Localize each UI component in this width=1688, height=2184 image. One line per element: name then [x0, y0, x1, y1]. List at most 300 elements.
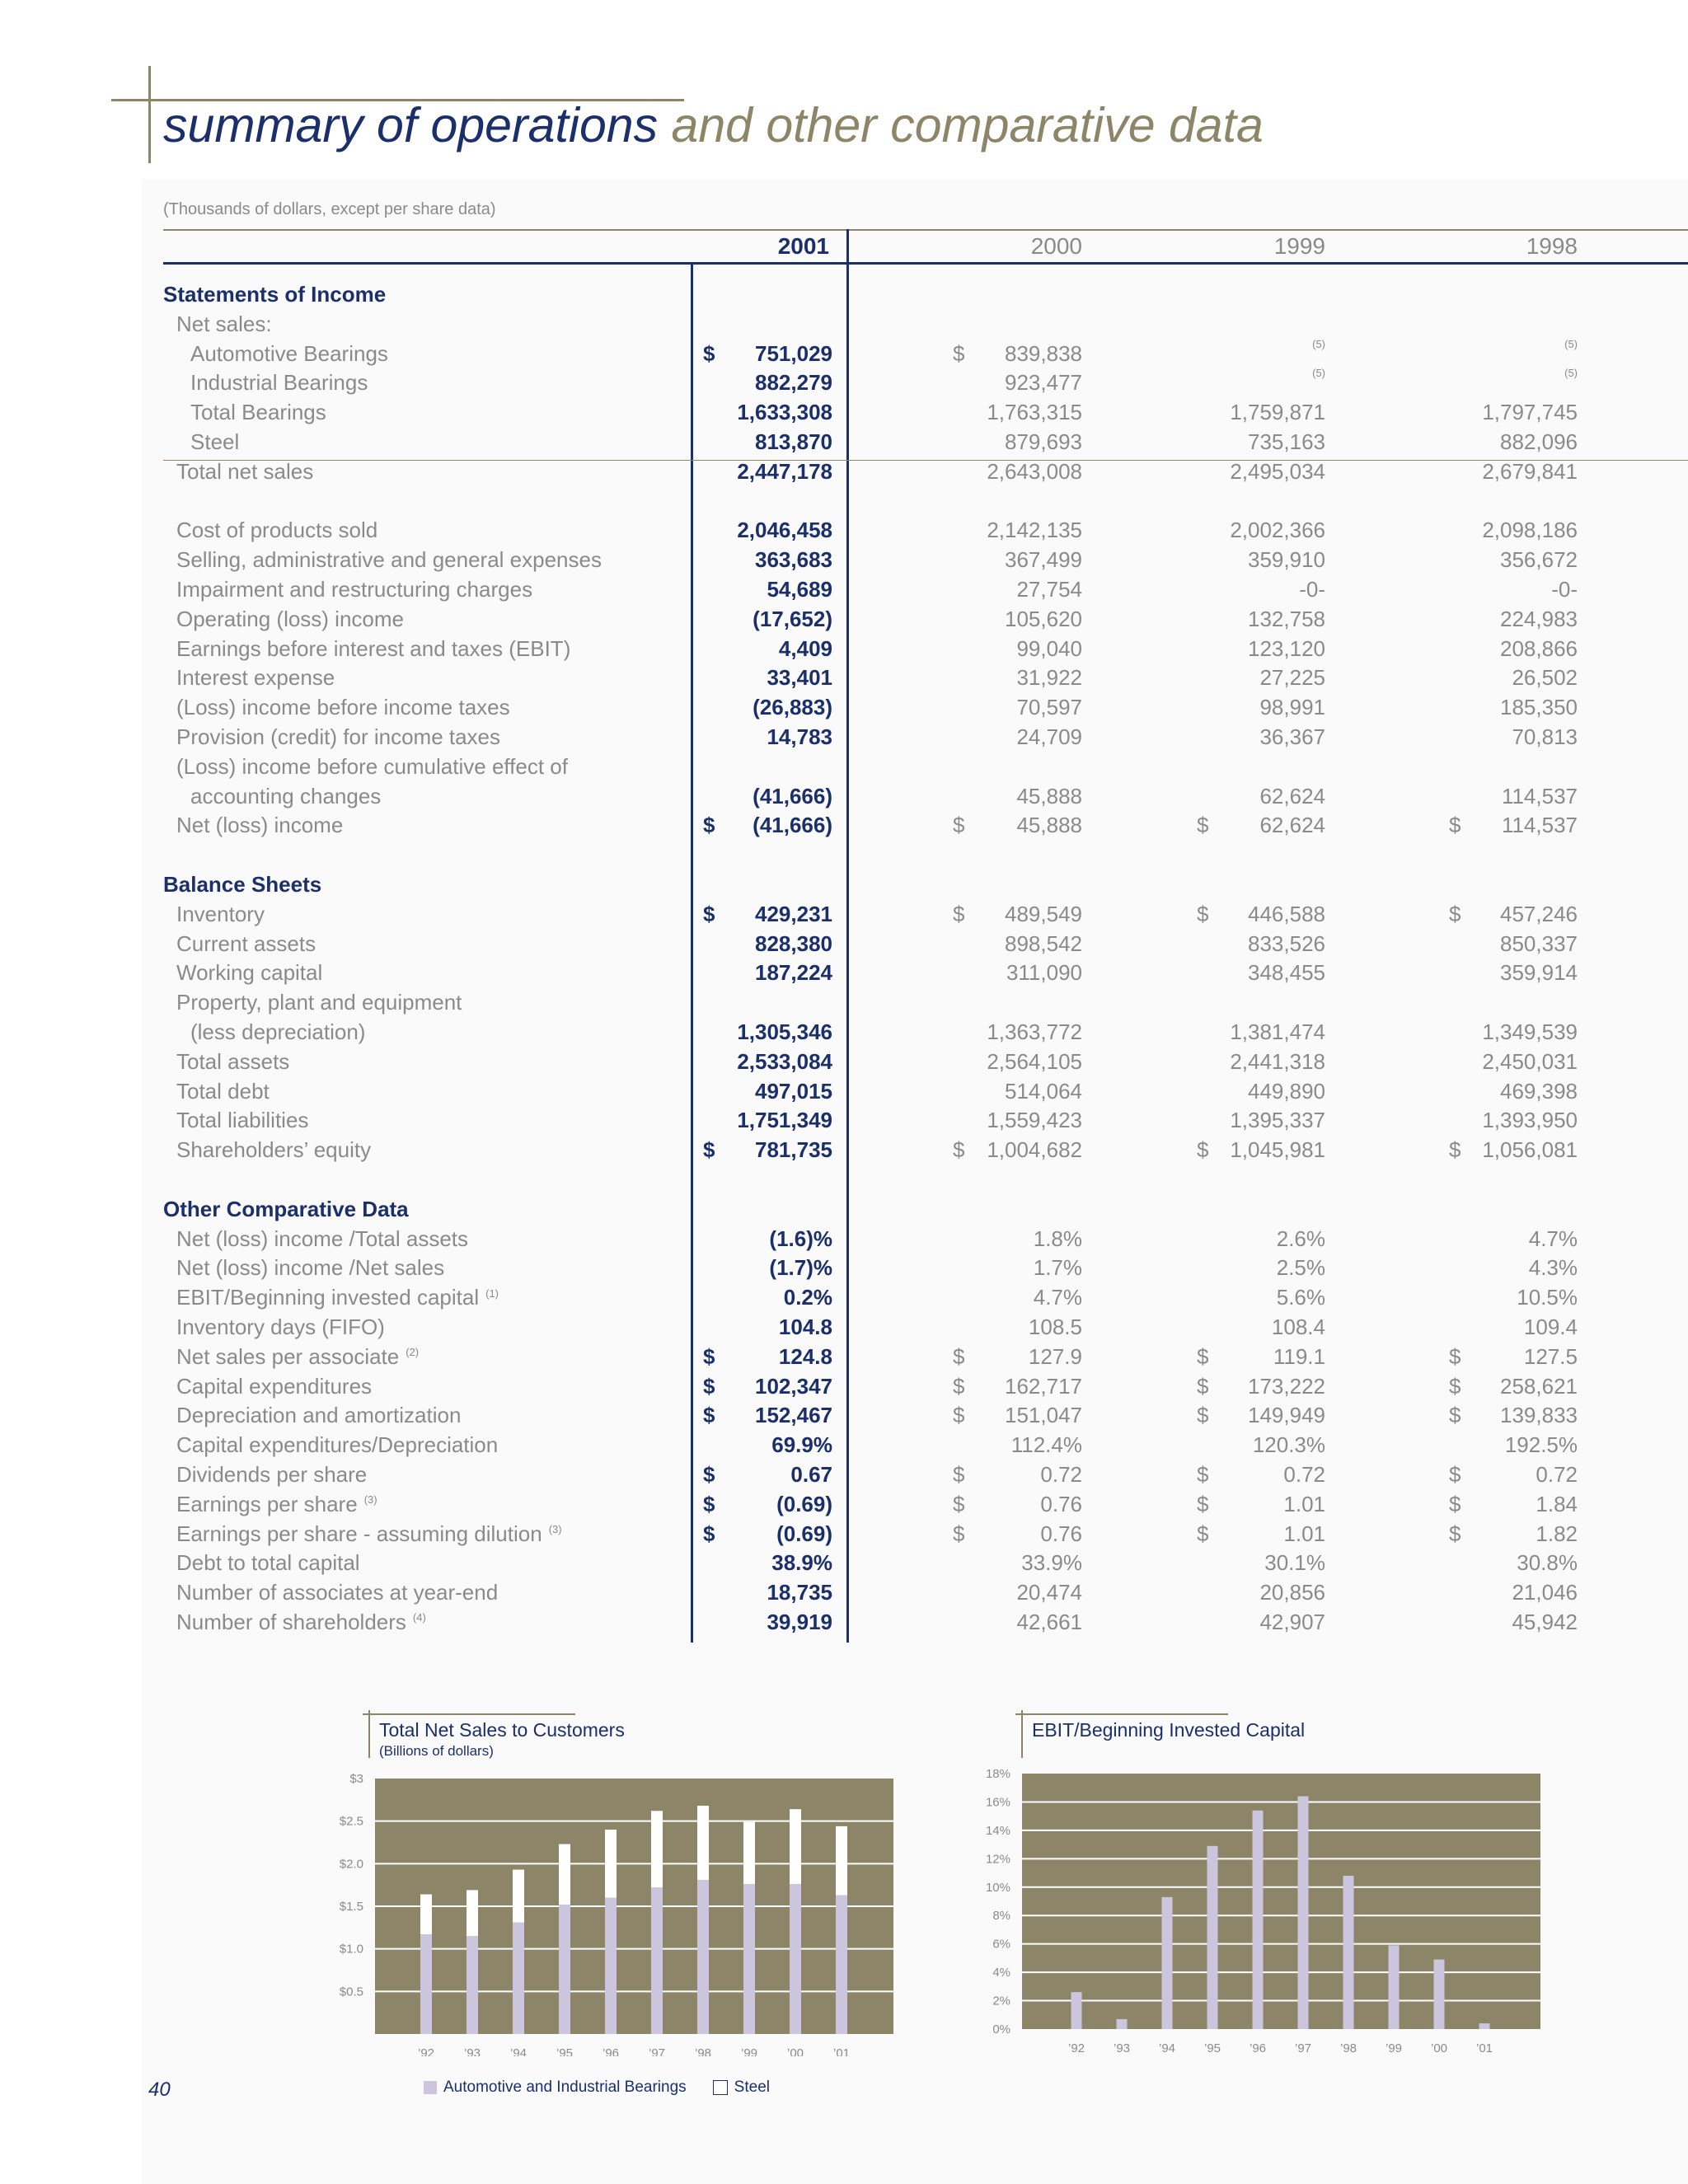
title-block — [0, 0, 1264, 218]
cell-2001: 102,347 — [755, 1373, 832, 1399]
year-header-1999: 1999 — [1273, 233, 1325, 259]
header-top-rule — [163, 229, 1688, 231]
cell-2001: 187,224 — [755, 960, 832, 986]
cell-2001: (0.69) — [776, 1491, 832, 1516]
cell-2001: 54,689 — [767, 577, 832, 602]
cell-1998: 2,679,841 — [1482, 458, 1578, 484]
currency-symbol: $ — [703, 901, 715, 926]
currency-symbol: $ — [953, 1491, 965, 1516]
row-label — [176, 459, 313, 485]
cell-2001: 781,735 — [755, 1137, 832, 1163]
table-row — [0, 400, 1688, 429]
row-label — [176, 754, 568, 780]
header-bottom-rule — [163, 262, 1688, 265]
row-label — [190, 784, 381, 809]
row-label-text: EBIT/Beginning invested capital — [176, 1285, 480, 1310]
row-label — [190, 400, 326, 425]
row-label-text: Selling, administrative and general expenses — [176, 547, 602, 573]
cell-1999: 2,441,318 — [1230, 1048, 1325, 1074]
table-row — [0, 1019, 1688, 1049]
footnote-marker: (4) — [412, 1611, 426, 1624]
x-tick-label: ’98 — [694, 2046, 712, 2056]
currency-symbol: $ — [953, 1137, 965, 1163]
row-label — [176, 1344, 419, 1370]
table-row — [0, 902, 1688, 931]
row-label — [176, 724, 500, 750]
cell-1998: 139,833 — [1500, 1403, 1578, 1428]
currency-symbol: $ — [953, 1462, 965, 1487]
table-row — [0, 990, 1688, 1019]
row-label — [176, 695, 510, 720]
chart-svg — [964, 1694, 1558, 2056]
cell-1999: 0.72 — [1283, 1462, 1325, 1487]
y-tick-label: 12% — [985, 1852, 1010, 1867]
row-label-text: Steel — [190, 429, 240, 454]
y-tick-label: 4% — [992, 1966, 1010, 1980]
row-label-text: Balance Sheets — [163, 872, 322, 897]
cell-footnote: (5) — [1312, 367, 1325, 380]
cell-2000: 24,709 — [1016, 724, 1082, 749]
cell-1999: 108.4 — [1271, 1315, 1325, 1339]
row-label — [176, 1255, 444, 1281]
bar-primary — [513, 1923, 524, 2034]
cell-1998: 1.84 — [1536, 1491, 1578, 1516]
currency-symbol: $ — [953, 340, 965, 366]
y-tick-label: 14% — [985, 1823, 1010, 1838]
cell-2000: 311,090 — [1006, 960, 1082, 986]
cell-1998: 114,537 — [1501, 813, 1578, 838]
row-label-text: Total net sales — [176, 458, 314, 484]
row-label-text: Total debt — [176, 1078, 270, 1104]
table-row — [0, 1550, 1688, 1580]
section-heading-row — [0, 1197, 1688, 1226]
table-row — [0, 1432, 1688, 1462]
year-header-1998: 1998 — [1526, 233, 1578, 259]
bar-secondary — [467, 1890, 478, 1936]
cell-1998: 45,942 — [1512, 1610, 1578, 1634]
cell-2001: 363,683 — [755, 547, 832, 573]
cell-2000: 489,549 — [1005, 901, 1082, 926]
row-label-text: Net sales per associate — [176, 1343, 400, 1369]
row-label-text: Shareholders’ equity — [176, 1137, 372, 1163]
legend-swatch-bearings — [424, 2081, 437, 2094]
cell-2000: 1,763,315 — [987, 400, 1082, 425]
x-tick-label: ’00 — [786, 2046, 804, 2056]
cell-2000: 4.7% — [1033, 1285, 1082, 1310]
cell-2001: (0.69) — [776, 1521, 832, 1546]
table-row — [0, 1255, 1688, 1285]
bar-primary — [420, 1934, 432, 2034]
currency-symbol: $ — [953, 1373, 965, 1399]
table-row — [0, 607, 1688, 636]
ebit-chart — [964, 1694, 1558, 2056]
x-tick-label: ’95 — [1203, 2041, 1221, 2055]
units-note: (Thousands of dollars, except per share data) — [163, 200, 496, 218]
cell-2001: 69.9% — [771, 1432, 832, 1458]
row-label-text: Dividends per share — [176, 1462, 368, 1487]
cell-1999: 132,758 — [1248, 606, 1325, 631]
row-label — [176, 518, 377, 543]
table-row — [0, 1226, 1688, 1256]
cell-1999: 120.3% — [1252, 1432, 1325, 1458]
table-row — [0, 1344, 1688, 1374]
cell-2001: 429,231 — [755, 901, 832, 926]
table-row — [0, 1374, 1688, 1404]
row-label — [176, 665, 335, 691]
cell-2000: 1,363,772 — [987, 1019, 1082, 1044]
row-label-text: Debt to total capital — [176, 1550, 360, 1576]
row-label-text: (Loss) income before cumulative effect of — [176, 753, 568, 779]
row-label-text: Statements of Income — [163, 282, 387, 307]
cell-1999: 173,222 — [1248, 1373, 1325, 1399]
table-row — [0, 367, 1688, 400]
cell-2001: 828,380 — [755, 930, 832, 956]
cell-2000: 2,142,135 — [987, 518, 1082, 543]
cell-2000: 42,661 — [1016, 1610, 1082, 1634]
row-label — [176, 1432, 498, 1458]
cell-1998: 21,046 — [1512, 1580, 1578, 1605]
currency-symbol: $ — [1197, 1403, 1209, 1428]
net-sales-chart — [313, 1694, 907, 2056]
cell-1998: 1,797,745 — [1482, 400, 1578, 425]
bar-primary — [697, 1880, 709, 2034]
cell-2001: (1.6)% — [769, 1226, 832, 1251]
currency-symbol: $ — [703, 1403, 715, 1428]
cell-1998: 1,349,539 — [1482, 1019, 1578, 1044]
table-row — [0, 1285, 1688, 1315]
cell-2001: 124.8 — [778, 1343, 832, 1369]
currency-symbol: $ — [1197, 901, 1209, 926]
currency-symbol: $ — [703, 1137, 715, 1163]
cell-2000: 112.4% — [1010, 1432, 1082, 1458]
x-tick-label: ’94 — [1158, 2041, 1176, 2055]
cell-1999: 1.01 — [1283, 1521, 1325, 1546]
row-label — [176, 1108, 308, 1133]
row-label-text: Capital expenditures — [176, 1373, 373, 1399]
row-label-text: Current assets — [176, 930, 316, 956]
row-label-text: Total liabilities — [176, 1108, 309, 1133]
cell-2000: 839,838 — [1005, 340, 1082, 366]
cell-1999: 62,624 — [1259, 813, 1325, 838]
x-tick-label: ’01 — [1475, 2041, 1493, 2055]
row-label — [176, 931, 316, 957]
currency-symbol: $ — [1449, 1137, 1461, 1163]
y-tick-label: $1.0 — [339, 1942, 363, 1957]
section-heading — [163, 282, 386, 307]
cell-2000: 0.76 — [1040, 1491, 1082, 1516]
section-heading — [163, 1197, 409, 1222]
cell-1999: 119.1 — [1273, 1343, 1325, 1369]
bar-primary — [790, 1884, 801, 2034]
bar-primary — [1343, 1876, 1354, 2029]
cell-2000: 70,597 — [1016, 695, 1082, 720]
bar-secondary — [513, 1870, 524, 1923]
currency-symbol: $ — [953, 1343, 965, 1369]
currency-symbol: $ — [703, 1462, 715, 1487]
y-tick-label: $1.5 — [339, 1900, 363, 1914]
row-label-text: Impairment and restructuring charges — [176, 577, 533, 602]
row-label-text: Automotive Bearings — [190, 340, 388, 366]
table-row — [0, 813, 1688, 842]
currency-symbol: $ — [703, 1521, 715, 1546]
cell-1999: 2.5% — [1276, 1255, 1325, 1281]
plot-background — [1022, 1774, 1540, 2029]
row-label — [176, 607, 404, 632]
bar-secondary — [605, 1830, 617, 1898]
table-row — [0, 577, 1688, 607]
row-label-text: Provision (credit) for income taxes — [176, 724, 501, 749]
row-label — [190, 370, 368, 396]
cell-1998: 26,502 — [1512, 665, 1578, 691]
currency-symbol: $ — [1449, 1521, 1461, 1546]
table-row — [0, 459, 1688, 489]
cell-1998: 127.5 — [1523, 1343, 1578, 1369]
x-tick-label: ’01 — [832, 2046, 851, 2056]
table-row — [0, 1137, 1688, 1167]
cell-2000: 2,564,105 — [987, 1048, 1082, 1074]
cell-1999: 1,395,337 — [1230, 1108, 1325, 1133]
cell-1999: 449,890 — [1248, 1078, 1325, 1104]
x-tick-label: ’92 — [417, 2046, 435, 2056]
cell-2000: 898,542 — [1005, 930, 1082, 956]
currency-symbol: $ — [953, 813, 965, 838]
cell-2001: 2,447,178 — [737, 458, 832, 484]
cell-1998: 0.72 — [1536, 1462, 1578, 1487]
x-tick-label: ’97 — [648, 2046, 666, 2056]
y-tick-label: 0% — [992, 2022, 1010, 2036]
cell-1998: 192.5% — [1504, 1432, 1578, 1458]
table-row — [0, 754, 1688, 784]
cell-1998: 4.7% — [1528, 1226, 1578, 1251]
row-label-text: Net sales: — [176, 311, 272, 336]
cell-2000: 1.7% — [1033, 1255, 1082, 1281]
page-number: 40 — [148, 2079, 171, 2101]
x-tick-label: ’96 — [602, 2046, 620, 2056]
currency-symbol: $ — [1197, 1462, 1209, 1487]
row-label-text: Earnings before interest and taxes (EBIT) — [176, 635, 571, 661]
cell-footnote: (5) — [1312, 337, 1325, 350]
bar-primary — [1434, 1960, 1445, 2029]
currency-symbol: $ — [1449, 1403, 1461, 1428]
cell-2001: 1,751,349 — [737, 1108, 832, 1133]
cell-2001: 813,870 — [755, 429, 832, 454]
cell-2001: 39,919 — [767, 1610, 832, 1634]
page-title — [163, 97, 1264, 153]
cell-2000: 31,922 — [1016, 665, 1082, 691]
row-label-text: Inventory days (FIFO) — [176, 1315, 385, 1339]
row-label-text: Operating (loss) income — [176, 606, 404, 631]
footnote-marker: (2) — [406, 1346, 420, 1359]
table-row — [0, 784, 1688, 813]
bar-primary — [605, 1898, 617, 2034]
table-row — [0, 1492, 1688, 1521]
x-tick-label: ’97 — [1294, 2041, 1312, 2055]
row-label — [176, 1137, 371, 1163]
cell-footnote: (5) — [1564, 367, 1578, 380]
y-tick-label: 16% — [985, 1795, 1010, 1810]
row-label — [176, 547, 602, 573]
row-label-text: Interest expense — [176, 665, 335, 691]
cell-2001: (17,652) — [753, 606, 832, 631]
row-label — [176, 1226, 468, 1252]
cell-2001: 2,533,084 — [737, 1048, 832, 1074]
cell-2001: 1,305,346 — [737, 1019, 832, 1044]
currency-symbol: $ — [1197, 1373, 1209, 1399]
cell-1999: 62,624 — [1259, 783, 1325, 808]
cell-2000: 99,040 — [1016, 635, 1082, 661]
bar-secondary — [790, 1809, 801, 1884]
table-row — [0, 1580, 1688, 1610]
section-heading-row — [0, 282, 1688, 312]
table-row — [0, 1403, 1688, 1432]
row-label — [176, 1285, 499, 1310]
row-label — [176, 902, 265, 927]
table-row — [0, 695, 1688, 724]
legend-swatch-steel — [713, 2080, 728, 2095]
y-tick-label: 2% — [992, 1994, 1010, 2008]
x-tick-label: ’99 — [740, 2046, 758, 2056]
y-tick-label: $2.0 — [339, 1857, 363, 1872]
table-row — [0, 960, 1688, 990]
cell-1998: 185,350 — [1500, 695, 1578, 720]
cell-2001: (26,883) — [753, 695, 832, 720]
row-label-text: Cost of products sold — [176, 518, 378, 543]
cell-1998: 114,537 — [1501, 783, 1578, 808]
cell-2001: 497,015 — [755, 1078, 832, 1104]
cell-2001: 882,279 — [755, 370, 832, 396]
currency-symbol: $ — [1449, 901, 1461, 926]
row-label-text: Working capital — [176, 960, 323, 986]
currency-symbol: $ — [1197, 1491, 1209, 1516]
table-row — [0, 429, 1688, 459]
bar-secondary — [697, 1806, 709, 1880]
bar-primary — [1117, 2019, 1128, 2029]
row-label — [190, 1019, 365, 1045]
x-tick-label: ’92 — [1067, 2041, 1085, 2055]
y-tick-label: 10% — [985, 1880, 1010, 1895]
row-label-text: accounting changes — [190, 783, 382, 808]
row-label-text: Net (loss) income — [176, 813, 344, 838]
bar-primary — [467, 1936, 478, 2034]
x-tick-label: ’98 — [1339, 2041, 1357, 2055]
row-label — [176, 1610, 426, 1635]
table-row — [0, 931, 1688, 961]
cell-1998: 1,393,950 — [1482, 1108, 1578, 1133]
bar-primary — [1298, 1797, 1309, 2029]
cell-2001: (1.7)% — [769, 1255, 832, 1281]
row-label — [176, 1079, 270, 1104]
cell-1998: 2,450,031 — [1482, 1048, 1578, 1074]
table-row — [0, 1462, 1688, 1492]
cell-2000: 127.9 — [1028, 1343, 1082, 1369]
cell-2000: 27,754 — [1016, 577, 1082, 602]
row-label — [176, 990, 462, 1015]
y-tick-label: $0.5 — [339, 1985, 363, 1999]
cell-1998: -0- — [1551, 577, 1578, 602]
cell-1999: 149,949 — [1248, 1403, 1325, 1428]
cell-2001: 33,401 — [767, 665, 832, 691]
table-row — [0, 312, 1688, 341]
row-label — [176, 312, 272, 337]
cell-1999: -0- — [1299, 577, 1325, 602]
cell-1998: 30.8% — [1517, 1550, 1578, 1576]
row-label-text: Capital expenditures/Depreciation — [176, 1432, 499, 1458]
cell-1998: 359,914 — [1500, 960, 1578, 986]
cell-2000: 514,064 — [1005, 1078, 1082, 1104]
row-label — [176, 960, 322, 986]
cell-2000: 45,888 — [1016, 783, 1082, 808]
cell-1998: 109.4 — [1523, 1315, 1578, 1339]
row-label-text: Inventory — [176, 901, 265, 926]
cell-2000: 108.5 — [1028, 1315, 1082, 1339]
row-label — [190, 341, 388, 367]
cell-1999: 5.6% — [1276, 1285, 1325, 1310]
legend-label-steel: Steel — [734, 2079, 770, 2096]
row-label-text: Property, plant and equipment — [176, 990, 462, 1015]
cell-1998: 469,398 — [1500, 1078, 1578, 1104]
section-heading — [163, 872, 321, 898]
cell-1999: 98,991 — [1259, 695, 1325, 720]
currency-symbol: $ — [1197, 1521, 1209, 1546]
legend-label-bearings: Automotive and Industrial Bearings — [443, 2079, 687, 2096]
table-row — [0, 665, 1688, 695]
cell-2001: (41,666) — [753, 783, 832, 808]
cell-1998: 1,056,081 — [1482, 1137, 1578, 1163]
page-title-part2: and other comparative data — [671, 98, 1264, 152]
table-row — [0, 1049, 1688, 1079]
currency-symbol: $ — [703, 1491, 715, 1516]
cell-2001: 0.2% — [783, 1285, 832, 1310]
row-label — [176, 636, 570, 662]
cell-1999: 735,163 — [1248, 429, 1325, 454]
table-row — [0, 547, 1688, 577]
cell-1999: 20,856 — [1259, 1580, 1325, 1605]
table-row — [0, 1108, 1688, 1137]
chart-subtitle: (Billions of dollars) — [379, 1743, 494, 1759]
bar-secondary — [420, 1895, 432, 1935]
table-row — [0, 1610, 1688, 1639]
row-label-text: Net (loss) income /Total assets — [176, 1226, 469, 1251]
footnote-marker: (3) — [363, 1493, 377, 1507]
row-label-text: (Loss) income before income taxes — [176, 695, 510, 720]
cell-1999: 27,225 — [1259, 665, 1325, 691]
row-label-text: Other Comparative Data — [163, 1196, 409, 1221]
cell-2000: 1,004,682 — [987, 1137, 1082, 1163]
cell-1998: 224,983 — [1500, 606, 1578, 631]
bar-primary — [1071, 1992, 1082, 2029]
cell-2001: 4,409 — [778, 635, 832, 661]
y-tick-label: 8% — [992, 1909, 1010, 1924]
year-header-2001: 2001 — [777, 233, 829, 259]
title-vertical-rule — [148, 66, 151, 163]
row-label-text: Depreciation and amortization — [176, 1403, 462, 1428]
row-label-text: Net (loss) income /Net sales — [176, 1255, 445, 1281]
bar-primary — [743, 1884, 755, 2034]
bar-primary — [1253, 1811, 1264, 2029]
cell-1999: 348,455 — [1248, 960, 1325, 986]
row-label-text: Earnings per share — [176, 1491, 358, 1516]
table-row — [0, 1079, 1688, 1108]
currency-symbol: $ — [1197, 1343, 1209, 1369]
section-heading-row — [0, 872, 1688, 902]
bar-primary — [559, 1905, 570, 2034]
bar-primary — [1389, 1945, 1400, 2029]
currency-symbol: $ — [1197, 813, 1209, 838]
cell-2001: 38.9% — [771, 1550, 832, 1576]
currency-symbol: $ — [1449, 1343, 1461, 1369]
currency-symbol: $ — [1449, 813, 1461, 838]
row-label — [176, 1049, 289, 1075]
